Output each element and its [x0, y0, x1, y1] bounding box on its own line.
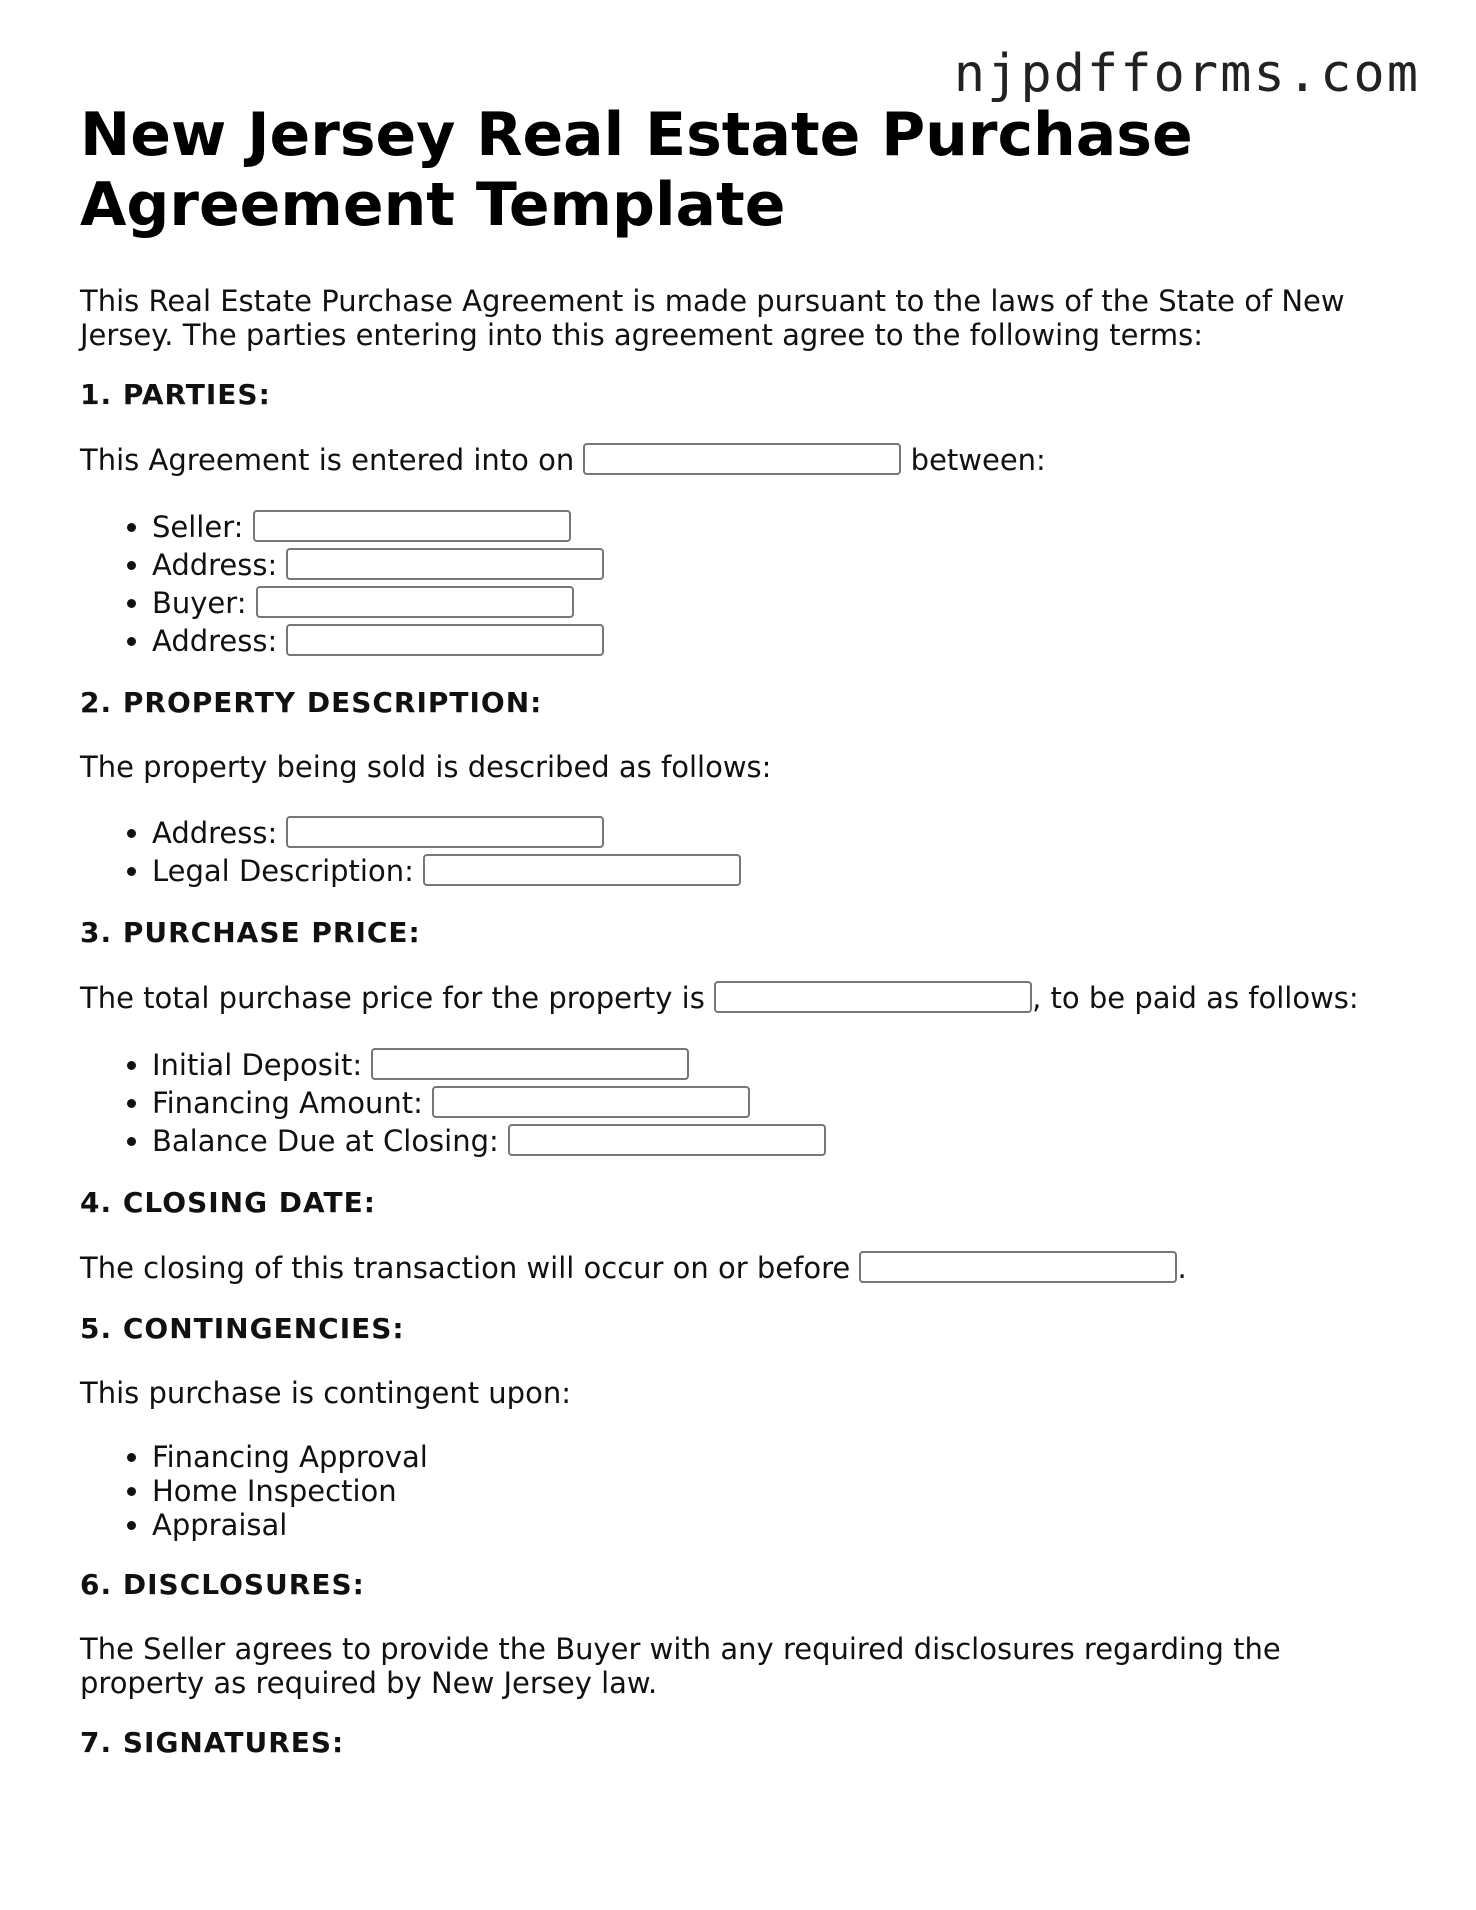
section-heading-price: 3. PURCHASE PRICE:: [80, 916, 421, 949]
list-item: • Appraisal: [152, 1508, 1400, 1542]
document-page: [80, 100, 1400, 1760]
balance-due-label: Balance Due at Closing:: [152, 1124, 499, 1158]
buyer-address-label: Address:: [152, 624, 278, 658]
section-heading-disclosures: 6. DISCLOSURES:: [80, 1568, 365, 1601]
property-list: [80, 814, 1400, 890]
list-item: [152, 508, 1400, 546]
balance-due-field[interactable]: [508, 1124, 826, 1156]
closing-sentence: [80, 1250, 1400, 1286]
closing-text-after: .: [1177, 1251, 1187, 1285]
agreement-date-field[interactable]: [583, 443, 901, 475]
seller-field[interactable]: [253, 510, 571, 542]
section-heading-signatures: 7. SIGNATURES:: [80, 1726, 345, 1759]
list-item: • Home Inspection: [152, 1474, 1400, 1508]
contingencies-list: [80, 1440, 1400, 1542]
list-item: [152, 622, 1400, 660]
list-item: [152, 814, 1400, 852]
purchase-price-field[interactable]: [714, 981, 1032, 1013]
closing-text-before: The closing of this transaction will occur on or before: [80, 1251, 851, 1285]
buyer-label: Buyer:: [152, 586, 247, 620]
parties-sentence: [80, 442, 1400, 478]
section-heading-parties: 1. PARTIES:: [80, 378, 271, 411]
list-item: [152, 584, 1400, 622]
financing-amount-field[interactable]: [432, 1086, 750, 1118]
intro-paragraph: This Real Estate Purchase Agreement is made pursuant to the laws of the State of New Jersey. The parties entering into this agreement agree to the following terms:: [80, 284, 1345, 352]
list-item: [152, 1046, 1400, 1084]
property-address-label: Address:: [152, 816, 278, 850]
list-item: • Financing Approval: [152, 1440, 1400, 1474]
seller-address-field[interactable]: [286, 548, 604, 580]
legal-description-label: Legal Description:: [152, 854, 414, 888]
parties-list: [80, 508, 1400, 660]
seller-address-label: Address:: [152, 548, 278, 582]
buyer-field[interactable]: [256, 586, 574, 618]
buyer-address-field[interactable]: [286, 624, 604, 656]
section-heading-closing: 4. CLOSING DATE:: [80, 1186, 376, 1219]
list-item: [152, 1084, 1400, 1122]
list-item: [152, 852, 1400, 890]
contingencies-text: This purchase is contingent upon:: [80, 1376, 571, 1410]
list-item: [152, 1122, 1400, 1160]
seller-label: Seller:: [152, 510, 244, 544]
parties-text-before: This Agreement is entered into on: [80, 443, 575, 477]
price-text-after: , to be paid as follows:: [1032, 981, 1359, 1015]
disclosures-text: The Seller agrees to provide the Buyer with any required disclosures regarding the property as required by New Jersey law.: [80, 1632, 1281, 1700]
section-heading-contingencies: 5. CONTINGENCIES:: [80, 1312, 405, 1345]
initial-deposit-label: Initial Deposit:: [152, 1048, 363, 1082]
financing-amount-label: Financing Amount:: [152, 1086, 423, 1120]
list-item: [152, 546, 1400, 584]
closing-date-field[interactable]: [859, 1251, 1177, 1283]
parties-text-after: between:: [910, 443, 1046, 477]
price-sentence: [80, 980, 1400, 1016]
section-heading-property: 2. PROPERTY DESCRIPTION:: [80, 686, 543, 719]
initial-deposit-field[interactable]: [371, 1048, 689, 1080]
property-text: The property being sold is described as follows:: [80, 750, 772, 784]
legal-description-field[interactable]: [423, 854, 741, 886]
price-text-before: The total purchase price for the property is: [80, 981, 705, 1015]
property-address-field[interactable]: [286, 816, 604, 848]
site-watermark: njpdfforms.com: [953, 44, 1420, 104]
page-title: New Jersey Real Estate Purchase Agreement Template: [80, 100, 1193, 240]
price-list: [80, 1046, 1400, 1160]
